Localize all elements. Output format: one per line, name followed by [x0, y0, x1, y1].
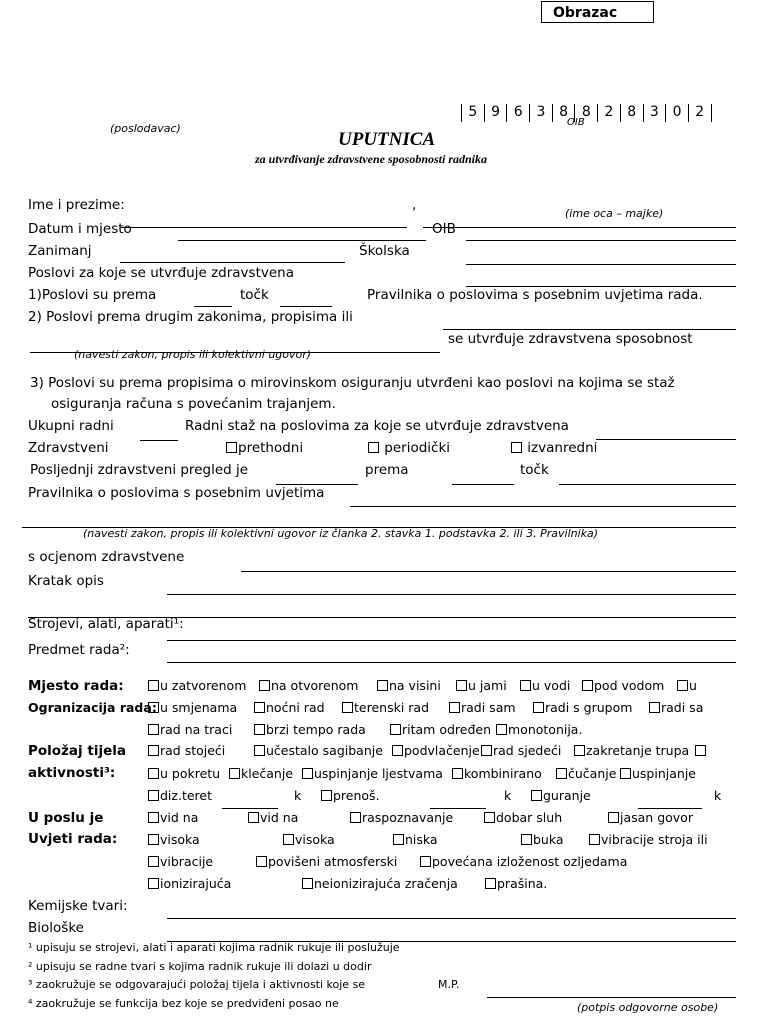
- se-utvrduje-label: se utvrđuje zdravstvena sposobnost: [448, 331, 693, 347]
- predmet-rada-line[interactable]: [167, 662, 736, 663]
- oib-digit: 8: [552, 104, 575, 122]
- checkbox-label: noćni rad: [266, 700, 325, 715]
- predmet-rada-label: Predmet rada²:: [28, 642, 130, 658]
- guranje-line[interactable]: [638, 808, 702, 809]
- polozaj-label: Položaj tijela: [28, 743, 126, 759]
- poslovi3-line2: osiguranja računa s povećanim trajanjem.: [51, 396, 336, 412]
- checkbox-label: u smjenama: [160, 700, 238, 715]
- checkbox-label: u pokretu: [160, 766, 221, 781]
- checkbox-label: povišeni atmosferski: [268, 854, 398, 869]
- oib-digit: 2: [597, 104, 620, 122]
- datum-mjesto-line[interactable]: [178, 240, 426, 241]
- employer-caption: (poslodavac): [110, 122, 181, 135]
- checkbox-radi-sam[interactable]: [449, 700, 516, 715]
- checkbox-visoka[interactable]: [148, 832, 200, 847]
- checkbox-box[interactable]: [390, 724, 401, 735]
- checkbox-label: ritam određen: [402, 722, 492, 737]
- checkbox-label: k: [294, 788, 302, 803]
- oib-digit: 8: [620, 104, 643, 122]
- checkbox-box[interactable]: [608, 812, 619, 823]
- checkbox-podvlačenje[interactable]: [392, 743, 480, 758]
- checkbox-label: visoka: [295, 832, 335, 847]
- checkbox-label: rad stojeći: [160, 743, 226, 758]
- checkbox-label: radi sa: [661, 700, 704, 715]
- checkbox-label: podvlačenje: [404, 743, 480, 758]
- checkbox-box[interactable]: [148, 878, 159, 889]
- checkbox-label: guranje: [543, 788, 591, 803]
- checkbox-prašina-[interactable]: [485, 876, 547, 891]
- oib-digit: 5: [461, 104, 484, 122]
- checkbox-povišeni-atmosferski[interactable]: [256, 854, 397, 869]
- kratak-opis-label: Kratak opis: [28, 573, 104, 589]
- checkbox-diz-teret[interactable]: [148, 788, 212, 803]
- checkbox-box[interactable]: [259, 680, 270, 691]
- checkbox-box[interactable]: [148, 768, 159, 779]
- checkbox-box[interactable]: [420, 856, 431, 867]
- checkbox-label: rad sjedeći: [493, 743, 562, 758]
- checkbox-label: čučanje: [568, 766, 617, 781]
- periodicki-checkbox[interactable]: periodički: [368, 440, 450, 456]
- checkbox-box[interactable]: [148, 812, 159, 823]
- oib-digit: 2: [688, 104, 712, 122]
- checkbox-box[interactable]: [148, 834, 159, 845]
- checkbox-label: na otvorenom: [271, 678, 359, 693]
- bioloske-label: Biološke: [28, 920, 84, 936]
- checkbox-box[interactable]: [148, 745, 159, 756]
- checkbox-uspinjanje-ljestvama[interactable]: [302, 766, 443, 781]
- poslovi3-line1: 3) Poslovi su prema propisima o mirovinskom osiguranju utvrđeni kao poslovi na kojima se staž: [30, 375, 675, 391]
- checkbox-box[interactable]: [582, 680, 593, 691]
- unit-label: [714, 788, 721, 803]
- checkbox-u-jami[interactable]: [456, 678, 507, 693]
- checkbox-label: ionizirajuća: [160, 876, 232, 891]
- checkbox-monotonija-[interactable]: [496, 722, 582, 737]
- footnote-2: ² upisuju se radne tvari s kojima radnik rukuje ili dolazi u dodir: [28, 960, 372, 973]
- prema-line[interactable]: [452, 484, 514, 485]
- checkbox-u-zatvorenom[interactable]: [148, 678, 246, 693]
- checkbox-dobar-sluh[interactable]: [484, 810, 562, 825]
- potpis-caption: (potpis odgovorne osobe): [577, 1001, 719, 1014]
- checkbox-učestalo-sagibanje[interactable]: [254, 743, 383, 758]
- checkbox-label: k: [714, 788, 722, 803]
- checkbox-zakretanje-trupa[interactable]: [574, 743, 689, 758]
- checkbox-label: neionizirajuća zračenja: [314, 876, 458, 891]
- checkbox-box[interactable]: [531, 790, 542, 801]
- checkbox-box[interactable]: [533, 702, 544, 713]
- form-subtitle: za utvrđivanje zdravstvene sposobnosti radnika: [255, 152, 488, 166]
- checkbox-box[interactable]: [589, 834, 600, 845]
- checkbox-label: prašina.: [497, 876, 548, 891]
- checkbox-box[interactable]: [377, 680, 388, 691]
- checkbox-rad-stojeći[interactable]: [148, 743, 225, 758]
- signature-line[interactable]: [487, 997, 736, 998]
- posljednji-label: Posljednji zdravstveni pregled je: [30, 462, 249, 478]
- checkbox-box[interactable]: [254, 724, 265, 735]
- ukupni-radni-label: Ukupni radni: [28, 418, 114, 434]
- checkbox-niska[interactable]: [393, 832, 438, 847]
- ime-prezime-line[interactable]: [121, 227, 407, 228]
- checkbox-box[interactable]: [148, 790, 159, 801]
- uvjeti-rada-label: Uvjeti rada:: [28, 831, 118, 847]
- checkbox-box[interactable]: [256, 856, 267, 867]
- prethodni-checkbox[interactable]: prethodni: [226, 440, 303, 456]
- checkbox-label: vid na: [160, 810, 199, 825]
- checkbox-jasan-govor[interactable]: [608, 810, 693, 825]
- radni-staz-label: Radni staž na poslovima za koje se utvrđuje zdravstvena: [185, 418, 569, 434]
- strojevi-line[interactable]: [167, 640, 736, 641]
- checkbox-box[interactable]: [520, 680, 531, 691]
- checkbox-box[interactable]: [248, 812, 259, 823]
- checkbox-box[interactable]: [350, 812, 361, 823]
- checkbox-box[interactable]: [677, 680, 688, 691]
- u-poslu-label: U poslu je: [28, 810, 104, 826]
- checkbox-label: na visini: [389, 678, 441, 693]
- checkbox-klečanje[interactable]: [229, 766, 293, 781]
- checkbox-box[interactable]: [283, 834, 294, 845]
- checkbox-box[interactable]: [449, 702, 460, 713]
- checkbox-box[interactable]: [521, 834, 532, 845]
- radni-staz-line[interactable]: [596, 439, 736, 440]
- checkbox-pod-vodom[interactable]: [582, 678, 664, 693]
- zdravstveni-label: Zdravstveni: [28, 440, 109, 456]
- checkbox-guranje[interactable]: [531, 788, 591, 803]
- poslovi1-tocka-line[interactable]: [280, 306, 332, 307]
- checkbox-u-pokretu[interactable]: [148, 766, 220, 781]
- checkbox-box[interactable]: [452, 768, 463, 779]
- izvanredni-box[interactable]: [511, 442, 522, 453]
- checkbox-visoka[interactable]: [283, 832, 335, 847]
- checkbox-box[interactable]: [695, 745, 706, 756]
- checkbox-label: uspinjanje: [632, 766, 696, 781]
- checkbox-kombinirano[interactable]: [452, 766, 542, 781]
- diz-teret-line[interactable]: [222, 808, 278, 809]
- ukupni-radni-line[interactable]: [140, 440, 178, 441]
- checkbox-box[interactable]: [342, 702, 353, 713]
- ime-prezime-label: Ime i prezime:: [28, 197, 125, 213]
- oib-digit: 6: [506, 104, 529, 122]
- kemijske-line[interactable]: [167, 918, 736, 919]
- skolska-line[interactable]: [466, 264, 736, 265]
- checkbox-box[interactable]: [393, 834, 404, 845]
- checkbox-label: k: [504, 788, 512, 803]
- checkbox-radi-sa[interactable]: [649, 700, 703, 715]
- checkbox-box[interactable]: [484, 812, 495, 823]
- oib-line[interactable]: [466, 240, 736, 241]
- checkbox-label: u vodi: [532, 678, 571, 693]
- form-title: UPUTNICA: [338, 129, 436, 150]
- checkbox-label: jasan govor: [620, 810, 693, 825]
- checkbox-box[interactable]: [574, 745, 585, 756]
- checkbox-label: pod vodom: [594, 678, 665, 693]
- aktivnosti-label: aktivnosti³:: [28, 765, 116, 781]
- checkbox-label: brzi tempo rada: [266, 722, 366, 737]
- checkbox-label: radi sam: [461, 700, 516, 715]
- mjesto-rada-label: Mjesto rada:: [28, 678, 124, 694]
- ocjena-label: s ocjenom zdravstvene: [28, 549, 185, 565]
- checkbox-box[interactable]: [485, 878, 496, 889]
- checkbox-ritam-određen[interactable]: [390, 722, 491, 737]
- footnote-3: ³ zaokružuje se odgovarajući položaj tijela i aktivnosti koje se: [28, 978, 366, 991]
- organizacija-label: Ogranizacija rada:: [28, 700, 157, 715]
- checkbox-box[interactable]: [496, 724, 507, 735]
- navesti-zakon2-caption: (navesti zakon, propis ili kolektivni ugovor iz članka 2. stavka 1. podstavka 2. ili 3. Pravilnika): [83, 527, 599, 540]
- prenos-line[interactable]: [430, 808, 486, 809]
- checkbox-box[interactable]: [456, 680, 467, 691]
- checkbox-u[interactable]: [677, 678, 697, 693]
- poslovi1-clanak-line[interactable]: [194, 306, 232, 307]
- izvanredni-checkbox[interactable]: izvanredni: [511, 440, 597, 456]
- checkbox-label: dobar sluh: [496, 810, 563, 825]
- checkbox-label: u: [689, 678, 697, 693]
- checkbox-box[interactable]: [254, 745, 265, 756]
- checkbox-na-otvorenom[interactable]: [259, 678, 358, 693]
- comma-sep: ,: [412, 197, 417, 213]
- checkbox-label: u zatvorenom: [160, 678, 247, 693]
- checkbox-neionizirajuća-zračenja[interactable]: [302, 876, 458, 891]
- checkbox-vid-na[interactable]: [248, 810, 298, 825]
- poslovi1-tocka: točk: [240, 287, 269, 303]
- checkbox-label: zakretanje trupa: [586, 743, 690, 758]
- checkbox-box[interactable]: [649, 702, 660, 713]
- checkbox-label: terenski rad: [354, 700, 429, 715]
- poslovi-za-label: Poslovi za koje se utvrđuje zdravstvena: [28, 265, 294, 281]
- checkbox-uspinjanje[interactable]: [620, 766, 696, 781]
- ime-oca-line[interactable]: [423, 227, 736, 228]
- checkbox-box[interactable]: [392, 745, 403, 756]
- checkbox-label: radi s grupom: [545, 700, 633, 715]
- checkbox-na-visini[interactable]: [377, 678, 441, 693]
- footnote-4: ⁴ zaokružuje se funkcija bez koje se predviđeni posao ne: [28, 997, 339, 1010]
- checkbox-box[interactable]: [148, 856, 159, 867]
- skolska-label: Školska: [359, 243, 410, 259]
- checkbox-label: učestalo sagibanje: [266, 743, 383, 758]
- checkbox-blank[interactable]: [695, 743, 707, 758]
- navesti-zakon-caption: (navesti zakon, propis ili kolektivni ugovor): [74, 348, 312, 361]
- checkbox-label: diz.teret: [160, 788, 212, 803]
- checkbox-box[interactable]: [481, 745, 492, 756]
- checkbox-povećana-izloženost-ozljedama[interactable]: [420, 854, 627, 869]
- ime-oca-caption: (ime oca – majke): [565, 207, 664, 220]
- form-label-box: Obrazac: [541, 1, 654, 23]
- poslovi1-label: 1)Poslovi su prema: [28, 287, 157, 303]
- checkbox-box[interactable]: [620, 768, 631, 779]
- oib-digit: 8: [574, 104, 597, 122]
- oib-digit: 0: [665, 104, 688, 122]
- poslovi1-pravilnik: Pravilnika o poslovima s posebnim uvjetima rada.: [367, 287, 703, 303]
- checkbox-label: vibracije stroja ili: [601, 832, 708, 847]
- checkbox-prenoš-[interactable]: [321, 788, 380, 803]
- checkbox-u-vodi[interactable]: [520, 678, 570, 693]
- checkbox-vibracije-stroja-ili[interactable]: [589, 832, 708, 847]
- kemijske-label: Kemijske tvari:: [28, 898, 128, 914]
- checkbox-box[interactable]: [302, 768, 313, 779]
- kratak-opis-line1[interactable]: [167, 594, 736, 595]
- checkbox-rad-sjedeći[interactable]: [481, 743, 561, 758]
- datum-mjesto-label: Datum i mjesto: [28, 221, 132, 237]
- checkbox-terenski-rad[interactable]: [342, 700, 429, 715]
- checkbox-label: povećana izloženost ozljedama: [432, 854, 628, 869]
- checkbox-box[interactable]: [148, 680, 159, 691]
- checkbox-box[interactable]: [302, 878, 313, 889]
- unit-label: [294, 788, 301, 803]
- tocka-line[interactable]: [559, 484, 736, 485]
- pravilnika-label: Pravilnika o poslovima s posebnim uvjetima: [28, 485, 325, 501]
- checkbox-label: vid na: [260, 810, 299, 825]
- oib-digit: 3: [643, 104, 666, 122]
- checkbox-radi-s-grupom[interactable]: [533, 700, 632, 715]
- oib-digit: 3: [529, 104, 552, 122]
- checkbox-raspoznavanje[interactable]: [350, 810, 453, 825]
- checkbox-vibracije[interactable]: [148, 854, 213, 869]
- checkbox-box[interactable]: [229, 768, 240, 779]
- checkbox-label: klečanje: [241, 766, 294, 781]
- checkbox-label: prenoš.: [333, 788, 380, 803]
- periodicki-box[interactable]: [368, 442, 379, 453]
- checkbox-ionizirajuća[interactable]: [148, 876, 231, 891]
- prethodni-box[interactable]: [226, 442, 237, 453]
- oib-label: OIB: [432, 221, 456, 237]
- checkbox-vid-na[interactable]: [148, 810, 198, 825]
- checkbox-box[interactable]: [148, 724, 159, 735]
- poslovi2-label: 2) Poslovi prema drugim zakonima, propisima ili: [28, 309, 353, 325]
- checkbox-noćni-rad[interactable]: [254, 700, 325, 715]
- checkbox-label: u jami: [468, 678, 507, 693]
- ocjena-line[interactable]: [241, 571, 736, 572]
- zanimanje-label: Zanimanj: [28, 243, 92, 259]
- checkbox-čučanje[interactable]: [556, 766, 616, 781]
- employer-oib-digits: [461, 104, 712, 122]
- pravilnika-line[interactable]: [350, 506, 736, 507]
- checkbox-label: buka: [533, 832, 564, 847]
- checkbox-label: vibracije: [160, 854, 214, 869]
- checkbox-label: visoka: [160, 832, 200, 847]
- unit-label: [504, 788, 511, 803]
- strojevi-label: Strojevi, alati, aparati¹:: [28, 616, 184, 632]
- poslovi2-line[interactable]: [443, 329, 736, 330]
- checkbox-label: monotonija.: [508, 722, 583, 737]
- checkbox-box[interactable]: [321, 790, 332, 801]
- checkbox-label: niska: [405, 832, 438, 847]
- oib-caption: OIB: [567, 117, 585, 128]
- prema-label: prema: [365, 462, 409, 478]
- checkbox-brzi-tempo-rada[interactable]: [254, 722, 366, 737]
- mp-label: M.P.: [438, 978, 460, 991]
- checkbox-u-smjenama[interactable]: [148, 700, 237, 715]
- oib-digit: 9: [484, 104, 507, 122]
- footnote-1: ¹ upisuju se strojevi, alati i aparati kojima radnik rukuje ili poslužuje: [28, 941, 400, 954]
- checkbox-box[interactable]: [556, 768, 567, 779]
- checkbox-label: uspinjanje ljestvama: [314, 766, 443, 781]
- tocka-label: točk: [520, 462, 549, 478]
- checkbox-label: rad na traci: [160, 722, 233, 737]
- checkbox-buka[interactable]: [521, 832, 564, 847]
- checkbox-box[interactable]: [254, 702, 265, 713]
- checkbox-rad-na-traci[interactable]: [148, 722, 232, 737]
- checkbox-label: raspoznavanje: [362, 810, 454, 825]
- checkbox-label: kombinirano: [464, 766, 542, 781]
- zanimanje-line[interactable]: [120, 262, 345, 263]
- checkbox-box[interactable]: [148, 702, 159, 713]
